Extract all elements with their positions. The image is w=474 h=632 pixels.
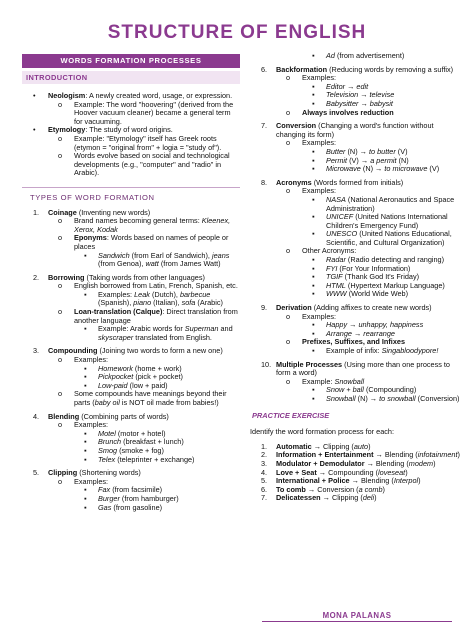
list-item (250, 304, 460, 313)
list-item (250, 109, 460, 118)
list-item (22, 413, 240, 422)
list-item-text: NASA (National Aeronautics and Space Administration) (326, 194, 455, 213)
bullet-marker: o (286, 337, 291, 347)
bullet-marker: ▪ (84, 454, 87, 464)
bullet-marker: 10. (261, 359, 272, 369)
bullet-marker: 7. (261, 121, 268, 131)
list-item-text: International + Police → Blending (Interpol) (276, 476, 421, 486)
list-item-text: Radar (Radio detecting and ranging) (326, 255, 445, 265)
bullet-marker: ▪ (84, 445, 87, 455)
list-item-text: Always involves reduction (302, 107, 394, 117)
list-item-text: Clipping (Shortening words) (48, 468, 141, 478)
bullet-marker: ▪ (312, 280, 315, 290)
list-item-text: Love + Seat → Compounding (loveseat) (276, 467, 408, 477)
list-item-text: Editor → edit (326, 81, 369, 91)
bullet-marker: ▪ (84, 372, 87, 382)
list-item-text: Prefixes, Suffixes, and Infixes (302, 337, 406, 347)
bullet-marker: 5. (261, 476, 268, 486)
bullet-marker: o (58, 476, 63, 486)
list-item-text: TGIF (Thank God It's Friday) (326, 272, 420, 282)
bullet-marker: ▪ (84, 324, 87, 334)
list-item-text: Examples: (302, 138, 337, 148)
bullet-marker: ▪ (312, 98, 315, 108)
list-item (22, 469, 240, 478)
bullet-marker: ▪ (84, 437, 87, 447)
bullet-marker: o (58, 307, 63, 317)
list-item-text: Examples: Leak (Dutch), barbecue (Spanish), piano (Italian), sofa (Arabic) (98, 289, 223, 308)
author-footer: MONA PALANAS (262, 612, 452, 622)
bullet-marker: • (33, 125, 36, 135)
list-item-text: Butter (N) → to butter (V) (326, 146, 408, 156)
list-item-text: Acronyms (Words formed from initials) (276, 177, 404, 187)
bullet-marker: ▪ (84, 485, 87, 495)
bullet-marker: 1. (261, 441, 268, 451)
list-item (22, 390, 240, 407)
bullet-marker: ▪ (312, 393, 315, 403)
bullet-marker: o (58, 216, 63, 226)
list-item-text: English borrowed from Latin, French, Spanish, etc. (74, 281, 238, 291)
list-item (22, 504, 240, 513)
bullet-marker: 2. (261, 450, 268, 460)
list-item-text: Compounding (Joining two words to form a new one) (48, 346, 223, 356)
list-item-text: Derivation (Adding affixes to create new words) (276, 303, 432, 313)
types-list-continued (250, 52, 460, 404)
bullet-marker: 2. (33, 272, 40, 282)
bullet-marker: ▪ (84, 428, 87, 438)
introduction-list (22, 92, 240, 178)
bullet-marker: o (58, 420, 63, 430)
list-item-text: Some compounds have meanings beyond their parts (baby oil is NOT oil made from babies!) (74, 389, 227, 407)
bullet-marker: 6. (261, 64, 268, 74)
list-item-text: Brunch (breakfast + lunch) (98, 437, 184, 447)
bullet-marker: ▪ (84, 289, 87, 299)
list-item-text: Pickpocket (pick + pocket) (98, 372, 183, 382)
list-item-text: HTML (Hypertext Markup Language) (326, 280, 445, 290)
bullet-marker: 8. (261, 177, 268, 187)
list-item-text: Words evolve based on social and technological developments (e.g., "computer" and "radio" in Arabic). (74, 151, 230, 178)
list-item-text: Example: Arabic words for Superman and skyscraper translated from English. (98, 324, 233, 342)
list-item (250, 66, 460, 75)
list-item (22, 101, 240, 127)
page-title: STRUCTURE OF ENGLISH (107, 22, 367, 43)
list-item-text: Burger (from hamburger) (98, 493, 179, 503)
list-item (22, 456, 240, 465)
list-item (22, 217, 240, 234)
list-item-text: Homework (home + work) (98, 363, 182, 373)
bullet-marker: ▪ (84, 250, 87, 260)
list-item (250, 361, 460, 378)
list-item-text: Snow + ball (Compounding) (326, 385, 417, 395)
bullet-marker: o (58, 99, 63, 109)
bullet-marker: o (58, 151, 63, 161)
bullet-marker: ▪ (312, 212, 315, 222)
list-item (250, 179, 460, 188)
list-item-text: Examples: (74, 420, 109, 430)
list-item-text: Telex (teleprinter + exchange) (98, 454, 195, 464)
bullet-marker: ▪ (312, 146, 315, 156)
bullet-marker: • (33, 91, 36, 100)
list-item-text: Etymology: The study of word origins. (48, 125, 173, 135)
list-item-text: Examples: (302, 311, 337, 321)
list-item-text: Low-paid (low + paid) (98, 380, 168, 390)
list-item-text: UNICEF (United Nations International Children's Emergency Fund) (326, 212, 448, 230)
list-item-text: Backformation (Reducing words by removing a suffix) (276, 64, 454, 74)
list-item-text: Ad (from advertisement) (326, 51, 405, 60)
list-item (250, 395, 460, 404)
list-item (22, 252, 240, 269)
bullet-marker: o (58, 389, 63, 399)
list-item-text: Example: Snowball (302, 376, 365, 386)
list-item (22, 135, 240, 152)
bullet-marker: 1. (33, 207, 40, 217)
list-item-text: Sandwich (from Earl of Sandwich), jeans (from Genoa), watt (from James Watt) (98, 250, 230, 269)
list-item-text: Examples: (74, 355, 109, 365)
bullet-marker: 5. (33, 468, 40, 478)
list-item-text: Example of infix: Singabloodypore! (326, 346, 439, 355)
bullet-marker: ▪ (312, 320, 315, 330)
list-item-text: Other Acronyms: (302, 246, 357, 256)
list-item-text: Television → televise (326, 90, 395, 100)
left-column (22, 54, 240, 512)
practice-list (250, 443, 460, 503)
bullet-marker: ▪ (84, 380, 87, 390)
bullet-marker: o (58, 355, 63, 365)
list-item (250, 230, 460, 247)
practice-heading: PRACTICE EXERCISE (252, 410, 330, 420)
bullet-marker: o (286, 138, 291, 148)
bullet-marker: 4. (261, 467, 268, 477)
list-item-text: Happy → unhappy, happiness (326, 320, 424, 330)
list-item-text: Examples: (302, 73, 337, 83)
list-item-text: Delicatessen → Clipping (deli) (276, 493, 377, 503)
bullet-marker: o (286, 186, 291, 196)
list-item-text: Automatic → Clipping (auto) (276, 441, 371, 451)
list-item-text: UNESCO (United Nations Educational, Scientific, and Cultural Organization) (326, 229, 452, 247)
list-item (22, 347, 240, 356)
bullet-marker: ▪ (312, 289, 315, 299)
bullet-marker: ▪ (312, 51, 315, 60)
bullet-marker: ▪ (312, 272, 315, 282)
list-item (250, 122, 460, 139)
bullet-marker: o (286, 246, 291, 256)
list-item-text: Gas (from gasoline) (98, 502, 163, 512)
list-item-text: Fax (from facsimile) (98, 485, 163, 495)
list-item-text: Microwave (N) → to microwave (V) (326, 164, 440, 174)
bullet-marker: o (286, 311, 291, 321)
bullet-marker: ▪ (84, 502, 87, 512)
introduction-heading: INTRODUCTION (22, 71, 240, 84)
bullet-marker: ▪ (84, 363, 87, 373)
list-item-text: Eponyms: Words based on names of people or places (74, 233, 229, 251)
list-item (250, 165, 460, 174)
list-item (250, 52, 460, 61)
bullet-marker: 7. (261, 493, 268, 503)
list-item-text: Information + Entertainment → Blending (infotainment) (276, 450, 460, 460)
bullet-marker: o (58, 133, 63, 143)
list-item (250, 290, 460, 299)
bullet-marker: ▪ (312, 229, 315, 239)
list-item-text: Motel (motor + hotel) (98, 428, 166, 438)
list-item-text: Smog (smoke + fog) (98, 445, 164, 455)
bullet-marker: o (58, 281, 63, 291)
list-item-text: FYI (For Your Information) (326, 263, 411, 273)
right-column (250, 51, 460, 503)
list-item-text: Babysitter → babysit (326, 98, 393, 108)
bullet-marker: o (286, 107, 291, 117)
list-item (250, 347, 460, 356)
bullet-marker: ▪ (312, 155, 315, 165)
list-item-text: Modulator + Demodulator → Blending (modem) (276, 458, 436, 468)
list-item (22, 325, 240, 342)
list-item (22, 308, 240, 325)
list-item-text: Example: "Etymology" itself has Greek roots (etymon = "original from" + logia = "study of"). (74, 133, 222, 152)
bullet-marker: ▪ (312, 328, 315, 338)
list-item-text: Coinage (Inventing new words) (48, 207, 151, 217)
bullet-marker: 9. (261, 303, 268, 313)
list-item (250, 494, 460, 503)
bullet-marker: ▪ (312, 346, 315, 355)
bullet-marker: ▪ (312, 164, 315, 174)
section-banner: WORDS FORMATION PROCESSES (22, 54, 240, 68)
bullet-marker: 4. (33, 411, 40, 421)
list-item (250, 196, 460, 213)
list-item-text: Brand names becoming general terms: Kleenex, Xerox, Kodak (74, 216, 231, 234)
bullet-marker: ▪ (312, 194, 315, 204)
list-item-text: Example: The word "hoovering" (derived from the Hoover vacuum cleaner) became a general term for vacuuming. (74, 99, 234, 126)
bullet-marker: ▪ (312, 255, 315, 265)
bullet-marker: o (58, 233, 63, 243)
list-item (22, 152, 240, 178)
list-item (22, 291, 240, 308)
bullet-marker: ▪ (312, 81, 315, 91)
list-item-text: Borrowing (Taking words from other languages) (48, 272, 205, 282)
bullet-marker: 3. (33, 346, 40, 356)
bullet-marker: 6. (261, 484, 268, 494)
list-item-text: To comb → Conversion (a comb) (276, 484, 385, 494)
bullet-marker: ▪ (84, 493, 87, 503)
list-item-text: Neologism: A newly created word, usage, or expression. (48, 91, 233, 100)
list-item (250, 213, 460, 230)
list-item-text: Blending (Combining parts of words) (48, 411, 169, 421)
list-item-text: Multiple Processes (Using more than one process to form a word) (276, 359, 450, 378)
bullet-marker: o (286, 73, 291, 83)
list-item-text: Examples: (302, 186, 337, 196)
list-item-text: Examples: (74, 476, 109, 486)
bullet-marker: ▪ (312, 263, 315, 273)
types-heading: TYPES OF WORD FORMATION (30, 192, 155, 202)
list-item-text: Loan-translation (Calque): Direct translation from another language (74, 307, 238, 325)
types-list (22, 209, 240, 513)
bullet-marker: ▪ (312, 90, 315, 100)
list-item-text: Permit (V) → a permit (N) (326, 155, 409, 165)
bullet-marker: ▪ (312, 385, 315, 395)
bullet-marker: o (286, 376, 291, 386)
list-item-text: Arrange → rearrange (326, 328, 395, 338)
list-item-text: Conversion (Changing a word's function without changing its form) (276, 121, 434, 139)
practice-intro: Identify the word formation process for each: (250, 427, 394, 437)
bullet-marker: 3. (261, 458, 268, 468)
list-item-text: Snowball (N) → to snowball (Conversion) (326, 393, 460, 403)
divider (22, 187, 240, 188)
list-item-text: WWW (World Wide Web) (326, 289, 409, 299)
list-item (22, 234, 240, 251)
